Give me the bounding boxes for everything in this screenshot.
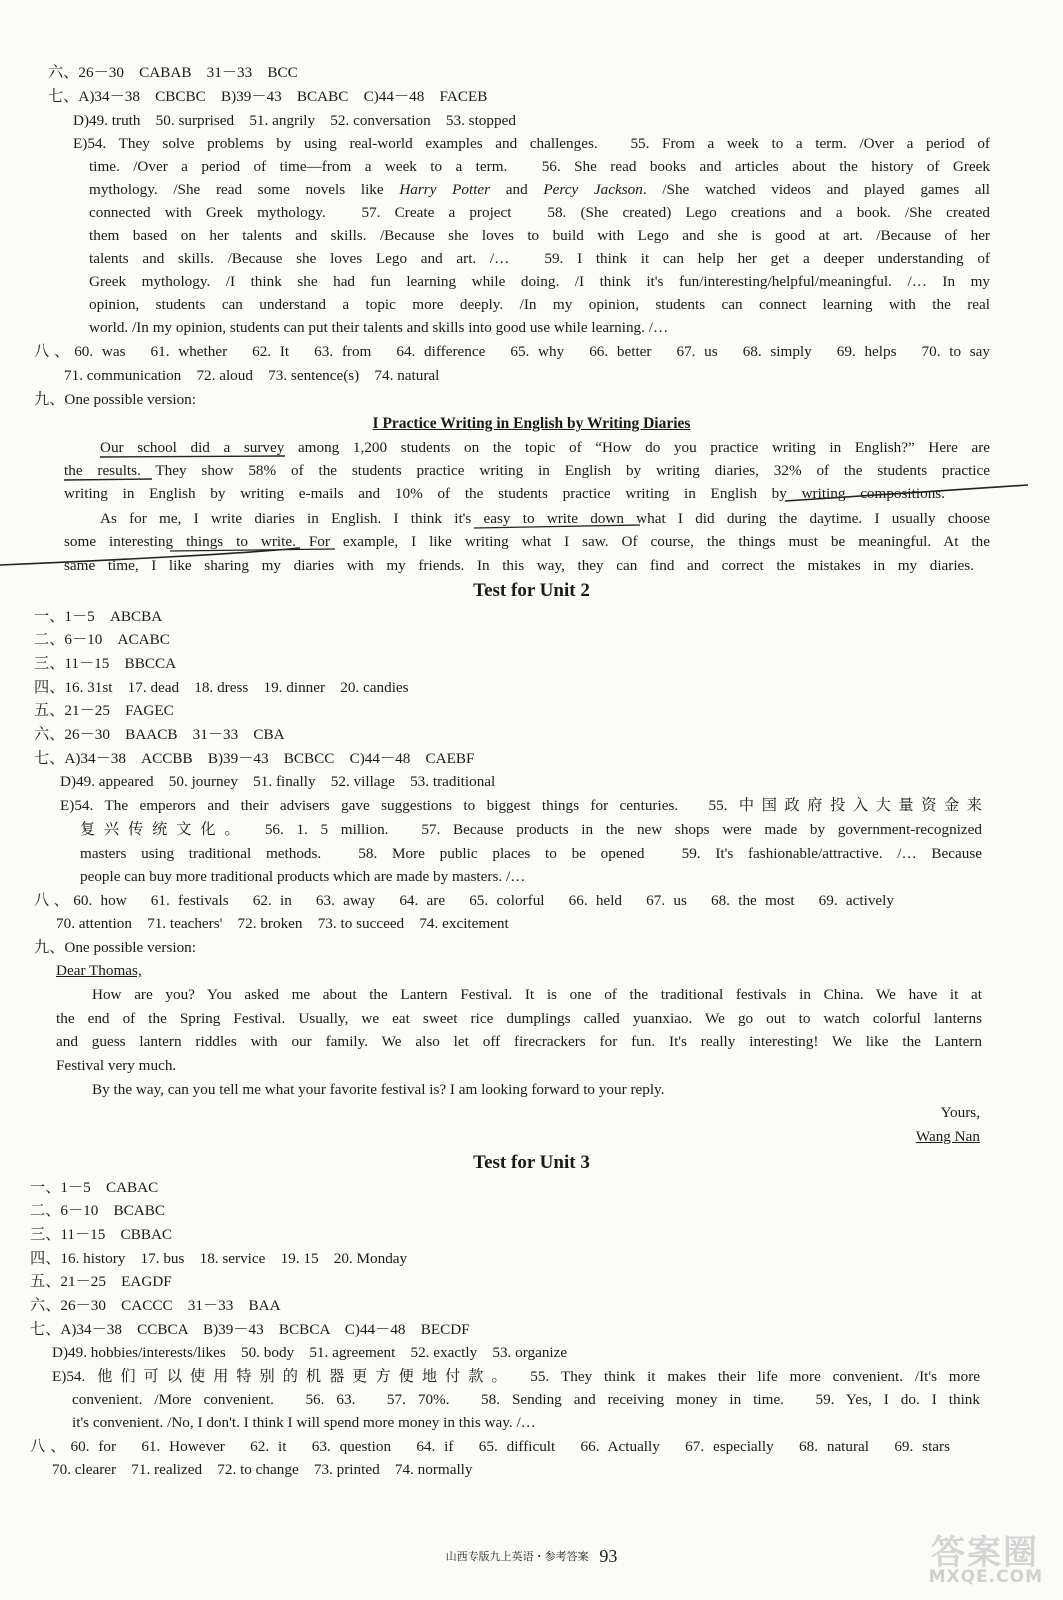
letter-line: and guess lantern riddles with our family. We also let off firecrackers for fun. It's really interesting! We like the Lantern bbox=[56, 1033, 982, 1050]
answer-line: Greek mythology. /I think she had fun learning while doing. /I think it's fun/interesting/helpful/meaningful. /… In my bbox=[89, 273, 990, 290]
answer-line: 六、26－30 CABAB 31－33 BCC bbox=[48, 64, 298, 81]
letter-line: Festival very much. bbox=[56, 1057, 177, 1074]
watermark-text: 答案圈 bbox=[931, 1533, 1039, 1573]
watermark-url: MXQE.COM bbox=[928, 1567, 1043, 1587]
answer-line: 70. attention 71. teachers' 72. broken 73. to succeed 74. excitement bbox=[56, 915, 509, 932]
footer-label: 山西专版九上英语・参考答案 bbox=[445, 1551, 589, 1563]
page-number: 93 bbox=[599, 1546, 618, 1566]
answer-line: 70. clearer 71. realized 72. to change 73. printed 74. normally bbox=[52, 1461, 473, 1478]
answer-line: 七、A)34－38 CBCBC B)39－43 BCABC C)44－48 FACEB bbox=[48, 88, 488, 105]
answer-line: talents and skills. /Because she loves Lego and art. /… 59. I think it can help her get a deeper understanding of bbox=[89, 250, 990, 267]
answer-line: world. /In my opinion, students can put their talents and skills into good use while learning. /… bbox=[89, 319, 669, 336]
answer-line: 九、One possible version: bbox=[34, 939, 196, 956]
answer-text: . /She watched videos and played games all bbox=[642, 181, 990, 198]
answer-line: E)54. They solve problems by using real-world examples and challenges. 55. From a week to a term. /Over a period of bbox=[73, 135, 990, 152]
answer-line: 一、1－5 ABCBA bbox=[34, 608, 163, 625]
answer-line: 五、21－25 FAGEC bbox=[34, 702, 174, 719]
answer-line: 九、One possible version: bbox=[34, 391, 196, 408]
answer-line: time. /Over a period of time—from a week to a term. 56. She read books and articles about the history of Greek bbox=[89, 158, 990, 175]
answer-line: 一、1－5 CABAC bbox=[30, 1179, 159, 1196]
essay-line: same time, I like sharing my diaries with my friends. In this way, they can find and correct the mistakes in my diaries. bbox=[64, 557, 974, 574]
answer-line: 六、26－30 CACCC 31－33 BAA bbox=[30, 1297, 281, 1314]
answer-line: people can buy more traditional products which are made by masters. /… bbox=[80, 868, 526, 885]
letter-greeting: Dear Thomas, bbox=[56, 962, 142, 979]
answer-line: D)49. appeared 50. journey 51. finally 52. village 53. traditional bbox=[60, 773, 496, 790]
answer-line: 二、6－10 BCABC bbox=[30, 1202, 166, 1219]
essay-title: I Practice Writing in English by Writing Diaries bbox=[372, 415, 691, 432]
answer-line: E)54. The emperors and their advisers gave suggestions to biggest things for centuries. 55. 中国政府投入大量资金来 bbox=[60, 797, 982, 814]
answer-line: them based on her talents and skills. /Because she loves to build with Lego and she is good at art. /Because of her bbox=[89, 227, 990, 244]
answer-line: 八、60. how 61. festivals 62. in 63. away 64. are 65. colorful 66. held 67. us 68. the most 69. actively bbox=[34, 892, 894, 909]
section-title: Test for Unit 3 bbox=[473, 1152, 590, 1173]
letter-line: How are you? You asked me about the Lantern Festival. It is one of the traditional festivals in China. We have it at bbox=[92, 986, 982, 1003]
answer-line: opinion, students can understand a topic more deeply. /In my opinion, students can connect learning with the real bbox=[89, 296, 990, 313]
letter-closing: Yours, bbox=[940, 1104, 980, 1121]
answer-line: 六、26－30 BAACB 31－33 CBA bbox=[34, 726, 285, 743]
essay-line: some interesting things to write. For example, I like writing what I saw. Of course, the things must be meaningful. At the bbox=[64, 533, 990, 550]
answer-line: 七、A)34－38 CCBCA B)39－43 BCBCA C)44－48 BECDF bbox=[30, 1321, 470, 1338]
book-title: Harry Potter bbox=[399, 181, 491, 198]
answer-line: convenient. /More convenient. 56. 63. 57. 70%. 58. Sending and receiving money in time. 59. Yes, I do. I think bbox=[72, 1391, 980, 1408]
answer-line: 复兴传统文化。 56. 1. 5 million. 57. Because products in the new shops were made by government-recognized bbox=[80, 821, 982, 838]
letter-signature: Wang Nan bbox=[915, 1128, 980, 1145]
letter-line: the end of the Spring Festival. Usually, we eat sweet rice dumplings called yuanxiao. We go out to watch colorful lanterns bbox=[56, 1010, 982, 1027]
book-title: Percy Jackson bbox=[543, 181, 643, 198]
essay-line: As for me, I write diaries in English. I think it's easy to write down what I did during the daytime. I usually choose bbox=[100, 510, 990, 527]
answer-line: 八、60. for 61. However 62. it 63. question 64. if 65. difficult 66. Actually 67. especially 68. natural 69. stars bbox=[30, 1438, 950, 1455]
answer-line: 五、21－25 EAGDF bbox=[30, 1273, 172, 1290]
watermark-logo bbox=[899, 1525, 1049, 1591]
section-title: Test for Unit 2 bbox=[473, 580, 590, 601]
answer-line: 71. communication 72. aloud 73. sentence(s) 74. natural bbox=[64, 367, 440, 384]
essay-line: Our school did a survey among 1,200 students on the topic of “How do you practice writing in English?” Here are bbox=[100, 439, 990, 456]
answer-line: 三、11－15 BBCCA bbox=[34, 655, 177, 672]
answer-line: D)49. hobbies/interests/likes 50. body 51. agreement 52. exactly 53. organize bbox=[52, 1344, 568, 1361]
essay-line: the results. They show 58% of the students practice writing in English by writing diaries, 32% of the students practice bbox=[64, 462, 990, 479]
answer-line: E)54. 他们可以使用特别的机器更方便地付款。 55. They think it makes their life more convenient. /It's more bbox=[52, 1368, 980, 1385]
answer-line: D)49. truth 50. surprised 51. angrily 52. conversation 53. stopped bbox=[73, 112, 516, 129]
answer-line: 四、16. history 17. bus 18. service 19. 15 20. Monday bbox=[30, 1250, 408, 1267]
answer-line: 二、6－10 ACABC bbox=[34, 631, 170, 648]
letter-line: By the way, can you tell me what your favorite festival is? I am looking forward to your reply. bbox=[92, 1081, 665, 1098]
answer-text: mythology. /She read some novels like bbox=[89, 181, 400, 198]
pen-marks bbox=[0, 0, 1063, 600]
answer-line: it's convenient. /No, I don't. I think I will spend more money in this way. /… bbox=[72, 1414, 536, 1431]
essay-line: writing in English by writing e-mails and 10% of the students practice writing in English by writing compositions. bbox=[64, 485, 945, 502]
answer-line: connected with Greek mythology. 57. Create a project 58. (She created) Lego creations and a book. /She created bbox=[89, 204, 990, 221]
answer-line: masters using traditional methods. 58. More public places to be opened 59. It's fashionable/attractive. /… Because bbox=[80, 845, 982, 862]
answer-line: 四、16. 31st 17. dead 18. dress 19. dinner 20. candies bbox=[34, 679, 409, 696]
answer-line: 八、60. was 61. whether 62. It 63. from 64. difference 65. why 66. better 67. us 68. simply 69. helps 70. to say bbox=[34, 343, 990, 360]
answer-line: 三、11－15 CBBAC bbox=[30, 1226, 173, 1243]
answer-line: 七、A)34－38 ACCBB B)39－43 BCBCC C)44－48 CAEBF bbox=[34, 750, 475, 767]
answer-text: and bbox=[490, 181, 544, 198]
